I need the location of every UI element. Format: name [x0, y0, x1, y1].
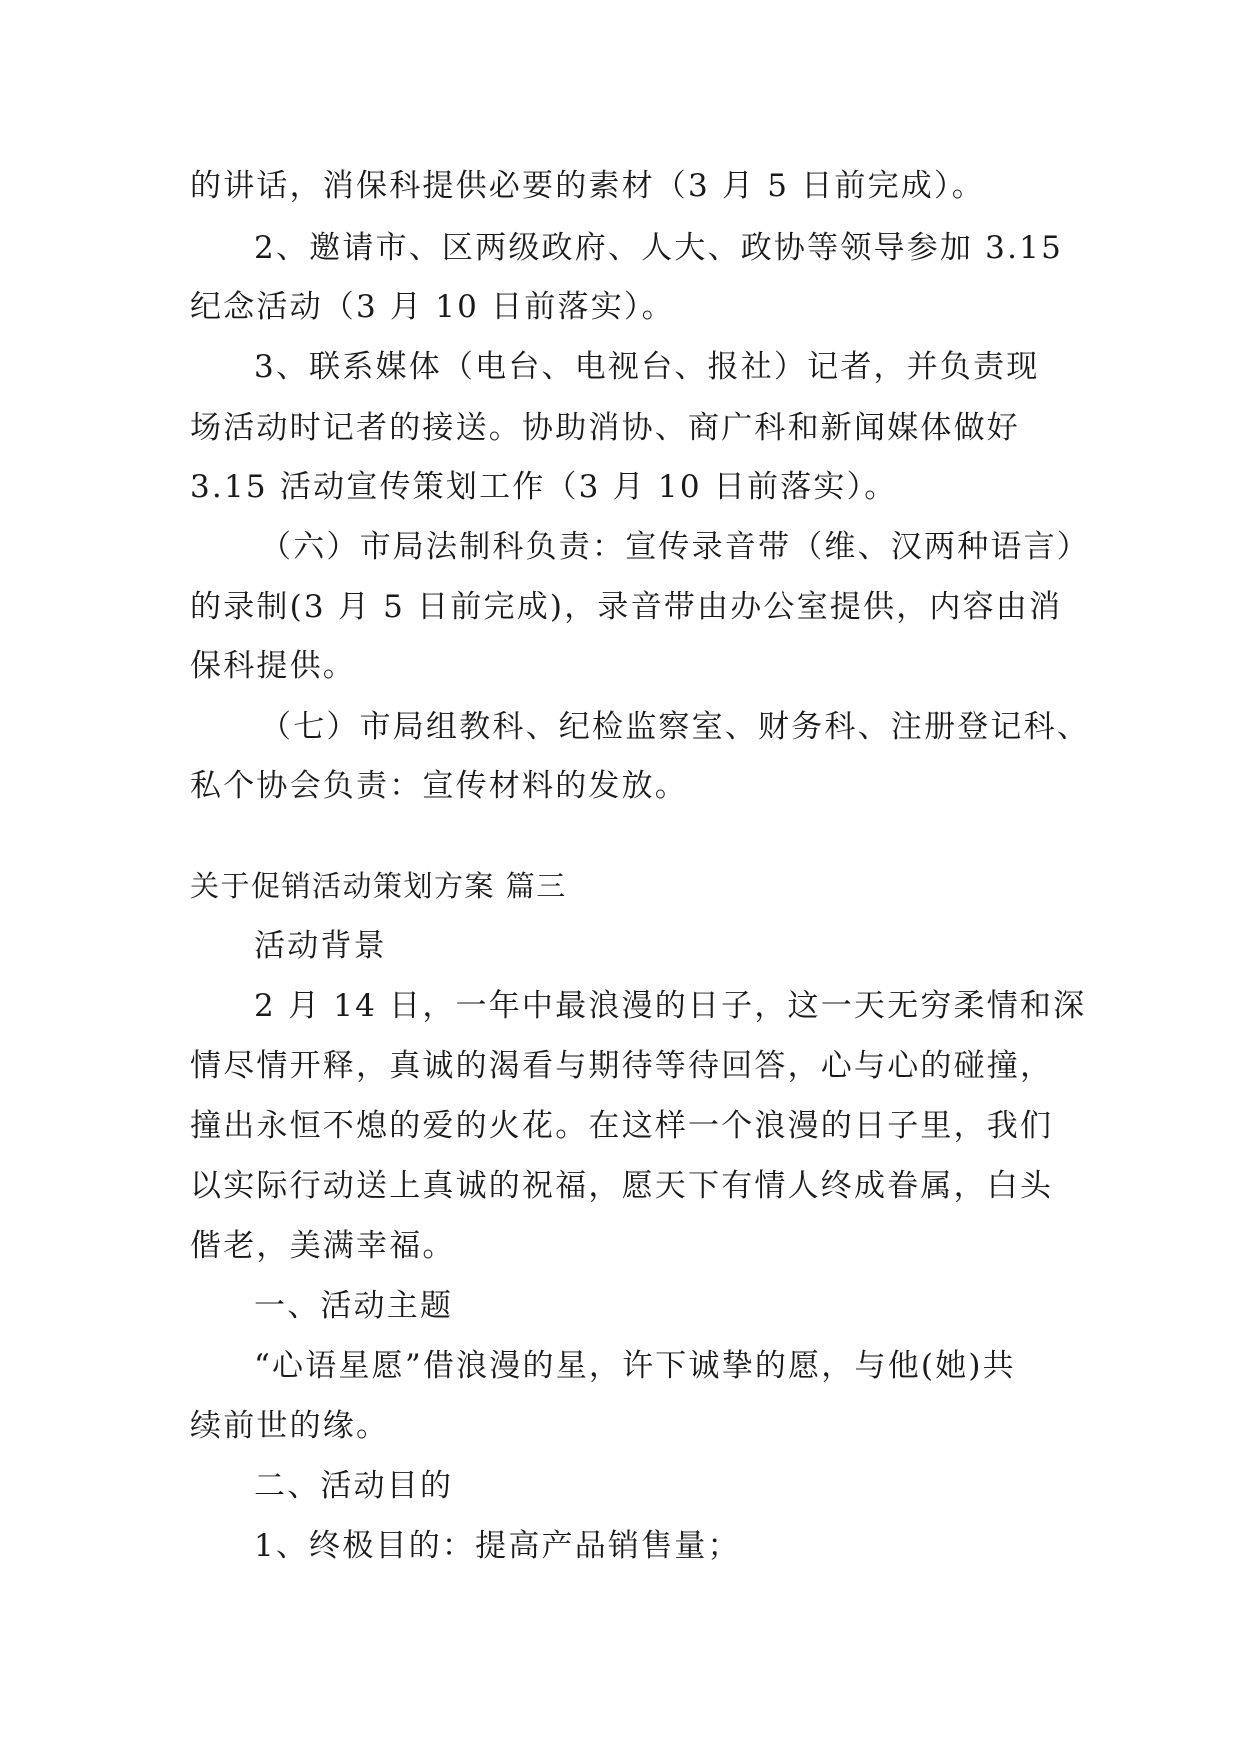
- body-text-line: 私个协会负责：宣传材料的发放。: [190, 768, 688, 804]
- body-text-line: 撞出永恒不熄的爱的火花。在这样一个浪漫的日子里，我们: [190, 1108, 1054, 1144]
- body-text-line: （七）市局组教科、纪检监察室、财务科、注册登记科、: [260, 709, 1090, 745]
- body-text-line: “心语星愿”借浪漫的星，许下诚挚的愿，与他(她)共: [254, 1348, 1016, 1384]
- body-text-line: 续前世的缘。: [190, 1408, 390, 1444]
- body-text-line: 1、终极目的：提高产品销售量；: [254, 1528, 741, 1564]
- body-text-line: 情尽情开释，真诚的渴看与期待等待回答，心与心的碰撞，: [190, 1048, 1054, 1084]
- body-text-line: 纪念活动（3 月 10 日前落实）。: [190, 289, 675, 325]
- body-text-line: 活动背景: [254, 928, 387, 964]
- body-text-line: 3、联系媒体（电台、电视台、报社）记者，并负责现: [254, 349, 1040, 385]
- body-text-line: 场活动时记者的接送。协助消协、商广科和新闻媒体做好: [190, 410, 1020, 446]
- section-heading: 关于促销活动策划方案 篇三: [190, 869, 567, 903]
- body-text-line: 二、活动目的: [254, 1468, 454, 1504]
- body-text-line: 保科提供。: [190, 648, 356, 684]
- body-text-line: 一、活动主题: [254, 1288, 454, 1324]
- body-text-line: 以实际行动送上真诚的祝福，愿天下有情人终成眷属，白头: [190, 1168, 1054, 1204]
- body-text-line: 2、邀请市、区两级政府、人大、政协等领导参加 3.15: [254, 230, 1063, 266]
- body-text-line: 2 月 14 日，一年中最浪漫的日子，这一天无穷柔情和深: [254, 988, 1087, 1024]
- body-text-line: 3.15 活动宣传策划工作（3 月 10 日前落实）。: [190, 469, 898, 505]
- body-text-line: 的讲话，消保科提供必要的素材（3 月 5 日前完成）。: [190, 168, 985, 204]
- body-text-line: 的录制(3 月 5 日前完成)，录音带由办公室提供，内容由消: [190, 589, 1063, 625]
- body-text-line: （六）市局法制科负责：宣传录音带（维、汉两种语言）: [260, 529, 1090, 565]
- body-text-line: 偕老，美满幸福。: [190, 1228, 456, 1264]
